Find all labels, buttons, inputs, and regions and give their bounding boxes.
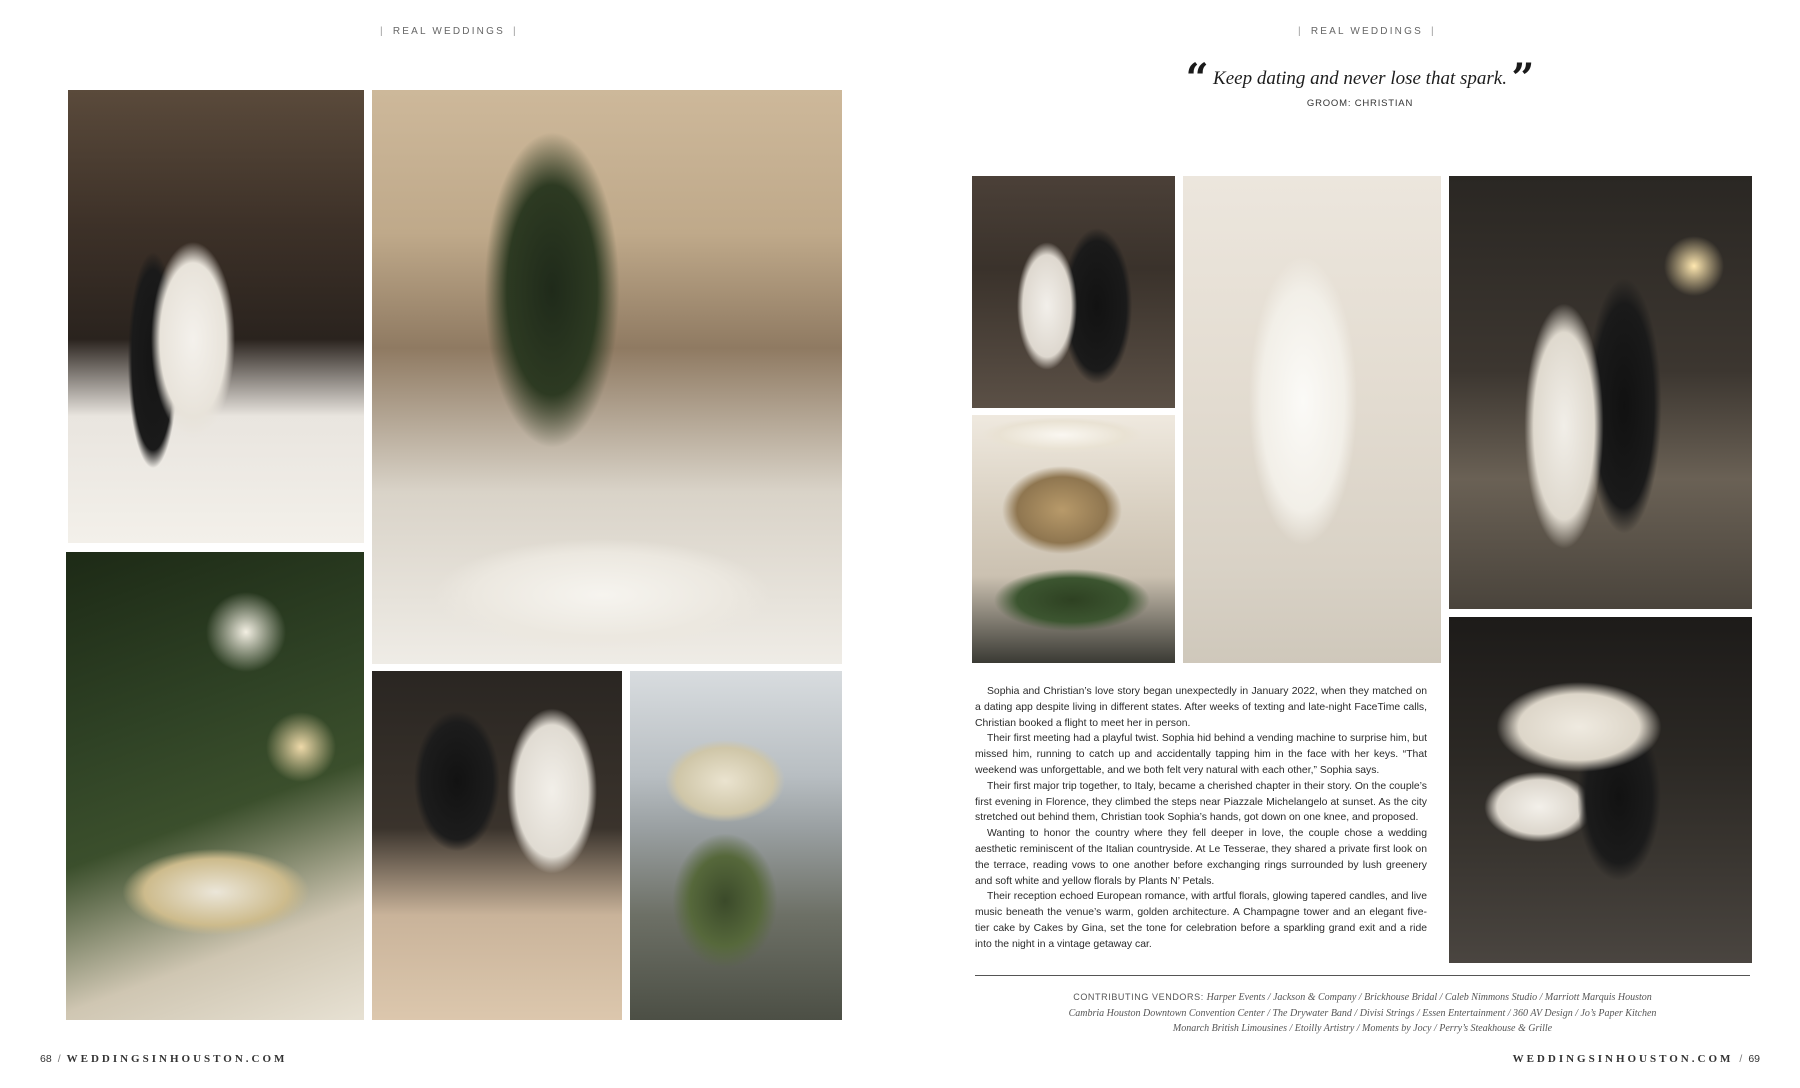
quote-text: Keep dating and never lose that spark. [1213,68,1507,89]
reception-table-photo [372,90,842,664]
wedding-cake-photo [1183,176,1441,663]
grand-exit-photo [1449,176,1752,609]
terrace-skyline-photo [630,671,842,1020]
couple-kiss-photo [972,176,1175,408]
pull-quote [1180,55,1540,109]
getaway-car-photo [1449,617,1752,963]
champagne-toast-photo [372,671,622,1020]
open-quote-icon: “ [1185,55,1209,102]
story-paragraph: Their first major trip together, to Italy, became a cherished chapter in their story. On the couple’s first evening in Florence, they climbed the steps near Piazzale Michelangelo at sunset. As the city stretched out behind them, Christian took Sophia’s hands, got down on one knee, and proposed. [975,780,1427,824]
close-quote-icon: ” [1511,55,1535,102]
story-text [975,684,1427,953]
dessert-cart-photo [972,415,1175,663]
story-paragraph: Their first meeting had a playful twist. Sophia hid behind a vending machine to surprise him, but missed him, running to catch up and accidentally tapping him in the face with her keys. “That weekend was unforgettable, and we both felt very natural with each other,” Sophia says. [975,733,1427,776]
vendors-divider [975,975,1750,976]
table-florals-photo [66,552,364,1020]
story-paragraph: Wanting to honor the country where they fell deeper in love, the couple chose a wedding aesthetic reminiscent of the Italian countryside. At Le Tesserae, they shared a private first look on the terrace, reading vows to one another before exchanging rings surrounded by lush greenery and soft white and yellow florals by Plants N’ Petals. [975,828,1427,887]
vendors-line-3: Monarch British Limousines / Etoilly Artistry / Moments by Jocy / Perry’s Steakhouse & Grille [1172,1023,1553,1034]
vendors-line-1: Harper Events / Jackson & Company / Brickhouse Bridal / Caleb Nimmons Studio / Marriott Marquis Houston [1206,992,1652,1003]
section-tag-right: | REAL WEDDINGS | [1298,26,1436,37]
story-paragraph: Their reception echoed European romance, with artful florals, glowing tapered candles, and live music beneath the venue’s warm, golden architecture. A Champagne tower and an elegant five-tier cake by Cakes by Gina, set the tone for celebration before a sparkling grand exit and a ride into the night in a vintage getaway car. [975,891,1427,950]
story-paragraph: Sophia and Christian’s love story began unexpectedly in January 2022, when they matched on a dating app despite living in different states. After weeks of texting and late-night FaceTime calls, Christian booked a flight to meet her in person. [975,686,1427,729]
contributing-vendors [975,990,1750,1037]
first-dance-photo [68,90,364,543]
vendors-line-2: Cambria Houston Downtown Convention Center / The Drywater Band / Divisi Strings / Essen Entertainment / 360 AV Design / Jo’s Paper Kitchen [1068,1007,1657,1019]
quote-attribution: GROOM: CHRISTIAN [1306,98,1414,109]
folio-left: 68 / WEDDINGSINHOUSTON.COM [40,1053,288,1065]
section-tag-left: | REAL WEDDINGS | [380,26,518,37]
folio-right: WEDDINGSINHOUSTON.COM / 69 [1512,1053,1760,1065]
vendors-lead: CONTRIBUTING VENDORS: [1073,992,1204,1002]
